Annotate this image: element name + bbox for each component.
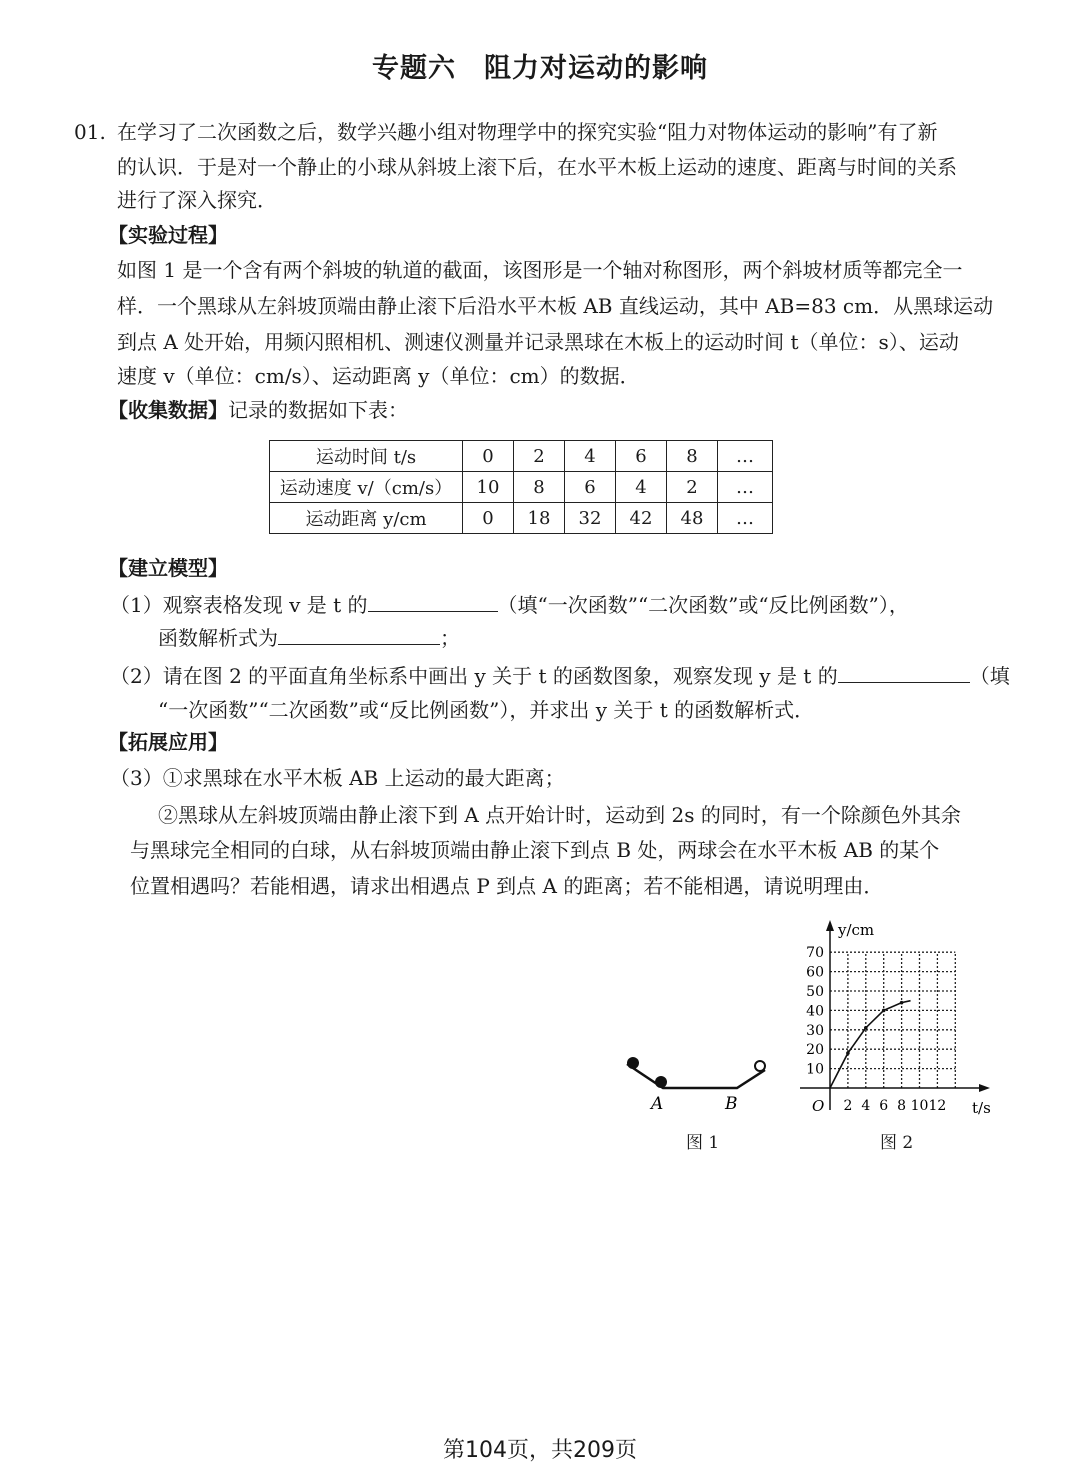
process-line: 如图 1 是一个含有两个斜坡的轨道的截面，该图形是一个轴对称图形，两个斜坡材质等都完全一 [117,258,963,282]
label-a: A [651,1094,664,1114]
table-cell: 8 [667,441,718,472]
x-axis-label: t/s [972,1099,991,1117]
question-number: 01. [74,120,106,144]
figure-2-graph [790,915,1000,1125]
intro-line: 的认识．于是对一个静止的小球从斜坡上滚下后，在水平木板上运动的速度、距离与时间的关系 [117,155,957,179]
origin-label: O [812,1097,825,1115]
q2-line: “一次函数”“二次函数”或“反比例函数”），并求出 y 关于 t 的函数解析式． [158,698,815,722]
y-tick-label: 50 [806,984,824,1000]
table-cell: 8 [514,472,565,503]
black-ball-top [627,1057,639,1069]
black-ball-at-a [655,1076,667,1088]
curve-point [864,1026,868,1030]
q1-line [110,593,909,617]
table-cell: 2 [667,472,718,503]
table-cell: 0 [463,441,514,472]
q1-text: ； [440,626,460,650]
collect-line [108,398,408,422]
q1-line [158,626,460,650]
answer-blank[interactable] [278,626,440,645]
process-line: 速度 v（单位：cm/s）、运动距离 y（单位：cm）的数据． [117,364,640,388]
table-row [270,441,773,472]
curve-point [900,1001,904,1005]
table-cell: 4 [565,441,616,472]
table-cell: 0 [463,503,514,534]
x-tick-label: 4 [861,1098,871,1114]
section-heading-collect: 【收集数据】 [108,398,228,422]
label-b: B [725,1094,738,1114]
white-ball [755,1061,765,1071]
y-tick-label: 20 [806,1042,824,1059]
table-row [270,472,773,503]
figure-1-caption: 图 1 [686,1133,720,1153]
table-cell: 32 [565,503,616,534]
figure-1-track [615,1050,775,1120]
table-cell: 6 [565,472,616,503]
page-footer: 第104页，共209页 [443,1438,637,1463]
table-cell: 2 [514,441,565,472]
row-header: 运动时间 t/s [270,441,463,472]
q1-text: 函数解析式为 [158,626,278,650]
q2-text: （填 [969,664,1010,688]
intro-line: 进行了深入探究． [117,188,277,212]
q2-text: （2）请在图 2 的平面直角坐标系中画出 y 关于 t 的函数图象，观察发现 y 是 t 的 [110,664,838,688]
x-tick-label: 12 [928,1098,947,1114]
figure-2-caption: 图 2 [880,1133,914,1153]
section-heading-extend: 【拓展应用】 [108,730,228,754]
process-line: 样．一个黑球从左斜坡顶端由静止滚下后沿水平木板 AB 直线运动，其中 AB=83 cm．从黑球运动 [117,294,994,318]
table-cell: 10 [463,472,514,503]
q2-line [110,664,1010,688]
y-tick-label: 10 [806,1061,824,1078]
table-cell: 48 [667,503,718,534]
x-tick-label: 6 [879,1098,889,1114]
curve-point [882,1009,886,1013]
x-tick-label: 8 [897,1098,907,1114]
data-table [269,440,773,534]
answer-blank[interactable] [838,664,970,683]
y-tick-label: 60 [806,964,824,981]
x-tick-label: 2 [843,1098,853,1114]
x-axis-arrow-icon [979,1084,990,1092]
q3-line: 与黑球完全相同的白球，从右斜坡顶端由静止滚下到点 B 处，两球会在水平木板 AB 的某个 [130,838,940,862]
q3-line: ②黑球从左斜坡顶端由静止滚下到 A 点开始计时，运动到 2s 的同时，有一个除颜色外其余 [158,803,961,827]
collect-text: 记录的数据如下表： [228,398,408,422]
row-header: 运动距离 y/cm [270,503,463,534]
table-cell: 6 [616,441,667,472]
function-curve [830,1001,911,1088]
table-cell: 18 [514,503,565,534]
q1-text: （1）观察表格发现 v 是 t 的 [110,593,368,617]
table-cell: 4 [616,472,667,503]
y-axis-label: y/cm [838,921,875,939]
section-heading-model: 【建立模型】 [108,556,228,580]
curve-point [846,1051,850,1055]
q3-line: 位置相遇吗？若能相遇，请求出相遇点 P 到点 A 的距离；若不能相遇，请说明理由． [130,874,884,898]
y-tick-label: 30 [806,1022,824,1039]
table-cell: 42 [616,503,667,534]
intro-line: 在学习了二次函数之后，数学兴趣小组对物理学中的探究实验“阻力对物体运动的影响”有了新 [117,120,938,144]
row-header: 运动速度 v/（cm/s） [270,472,463,503]
answer-blank[interactable] [368,593,498,612]
table-cell: … [718,503,773,534]
q1-text: （填“一次函数”“二次函数”或“反比例函数”）， [497,593,909,617]
x-tick-label: 10 [910,1098,929,1114]
section-heading-process: 【实验过程】 [108,223,228,247]
table-cell: … [718,441,773,472]
y-tick-label: 70 [806,945,824,962]
page-title: 专题六 阻力对运动的影响 [372,53,708,84]
table-row [270,503,773,534]
table-cell: … [718,472,773,503]
y-axis-arrow-icon [826,920,834,931]
y-tick-label: 40 [806,1003,824,1020]
q3-line: （3）①求黑球在水平木板 AB 上运动的最大距离； [110,766,565,790]
process-line: 到点 A 处开始，用频闪照相机、测速仪测量并记录黑球在木板上的运动时间 t（单位：s）、运动 [117,330,959,354]
